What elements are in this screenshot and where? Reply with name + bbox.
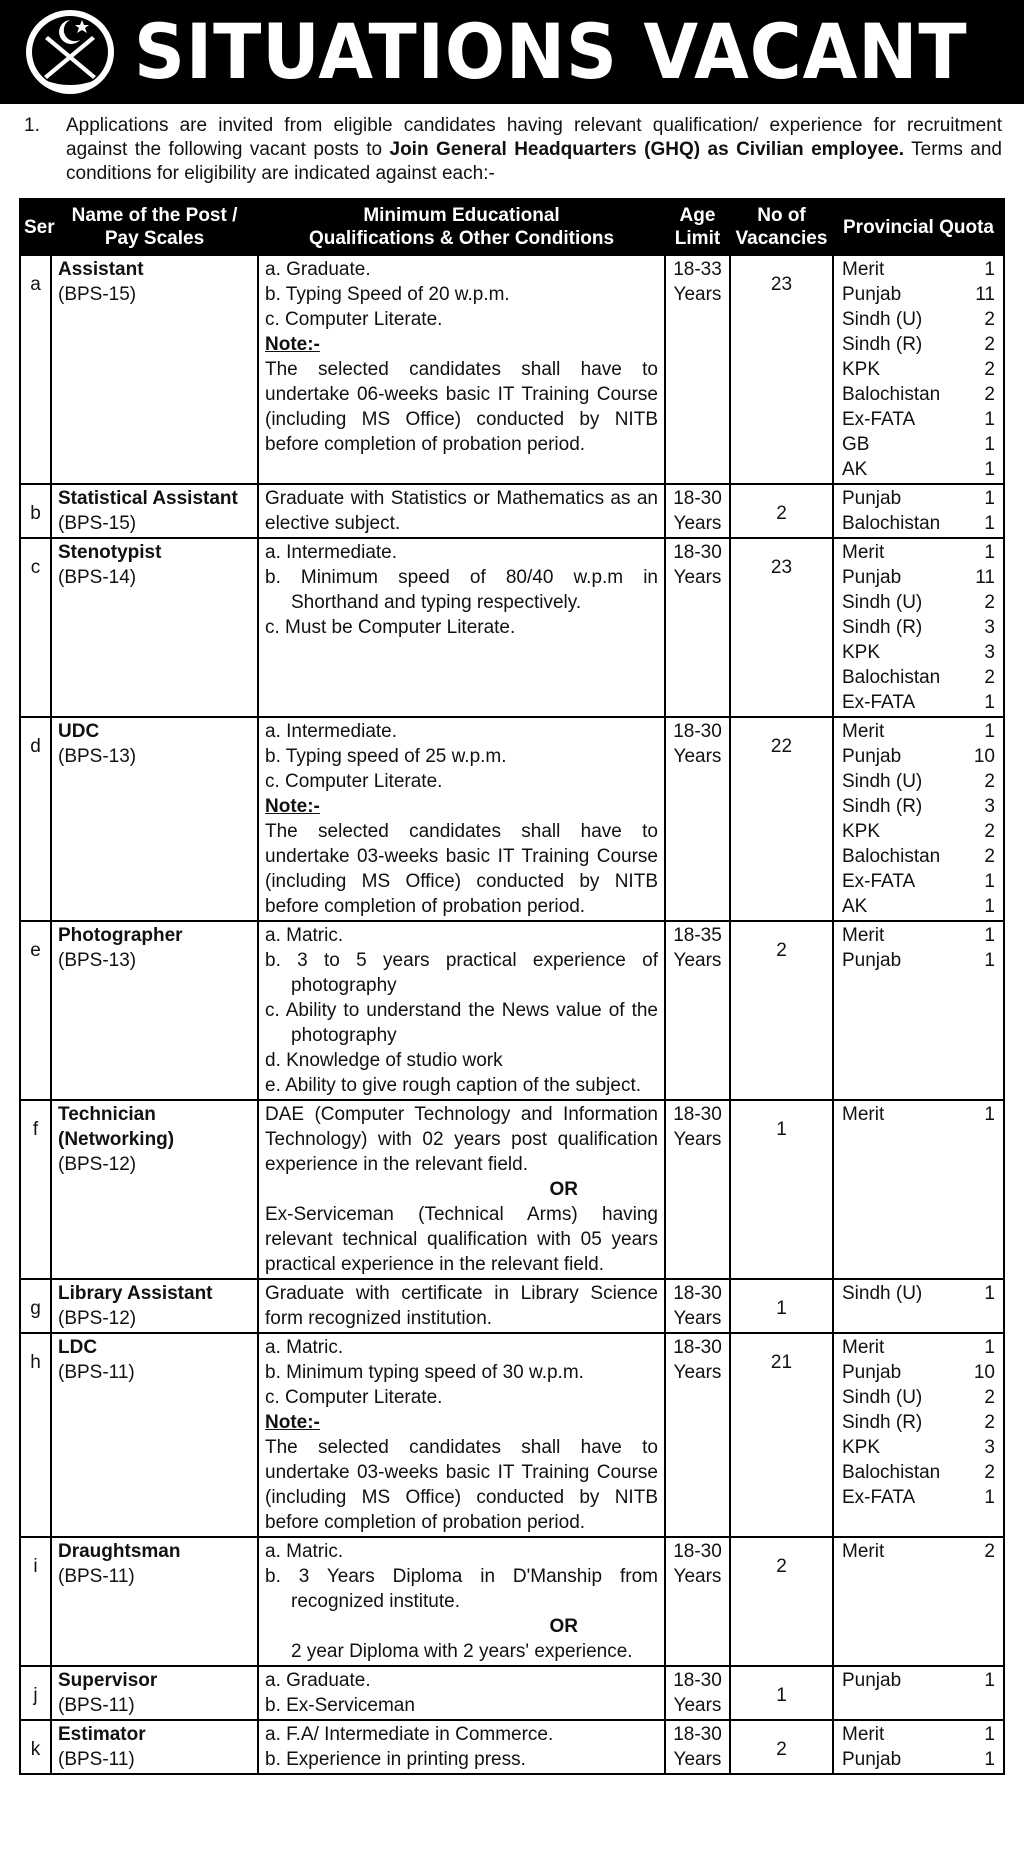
table-row	[20, 1279, 1004, 1333]
quota-entry	[842, 1485, 995, 1510]
quota-count: 3	[984, 617, 995, 638]
quota-count: 2	[984, 309, 995, 330]
table-row	[20, 1537, 1004, 1666]
quota-entry	[842, 844, 995, 869]
pay-scale: (BPS-11)	[58, 1566, 135, 1587]
qualification-item: 2 year Diploma with 2 years' experience.	[291, 1641, 633, 1662]
qualification-item: c. Computer Literate.	[265, 771, 443, 792]
quota-entry	[842, 690, 995, 715]
age-range: 18-33	[673, 259, 722, 280]
age-unit: Years	[673, 746, 722, 767]
row-ser: c	[20, 538, 51, 717]
quota-entry	[842, 257, 995, 282]
pay-scale: (BPS-12)	[58, 1308, 137, 1329]
quota-count: 1	[984, 409, 995, 430]
quota-entry	[842, 1435, 995, 1460]
qualification-item: a. Matric.	[265, 1337, 344, 1358]
qualification-item: c. Computer Literate.	[265, 309, 443, 330]
header-vacancies: No of Vacancies	[730, 199, 833, 255]
quota-entry	[842, 894, 995, 919]
age-unit: Years	[673, 1749, 722, 1770]
quota-entry	[842, 382, 995, 407]
quota-region: Sindh (U)	[842, 592, 923, 613]
row-qualification	[258, 1333, 665, 1537]
row-vacancies: 2	[730, 484, 833, 538]
quota-count: 2	[984, 1541, 995, 1562]
row-quota	[833, 1333, 1004, 1537]
row-ser: h	[20, 1333, 51, 1537]
pay-scale: (BPS-14)	[58, 567, 137, 588]
pay-scale: (BPS-15)	[58, 284, 137, 305]
row-age	[665, 921, 730, 1100]
quota-count: 11	[975, 567, 995, 588]
table-header-row	[20, 199, 1004, 255]
quota-count: 1	[984, 459, 995, 480]
age-unit: Years	[673, 567, 722, 588]
intro-text-bold: Join General Headquarters (GHQ) as Civilian employee.	[389, 139, 905, 160]
table-row	[20, 484, 1004, 538]
quota-count: 3	[984, 1437, 995, 1458]
age-range: 18-30	[673, 1541, 722, 1562]
table-row	[20, 1333, 1004, 1537]
quota-region: Sindh (R)	[842, 1412, 923, 1433]
quota-entry	[842, 332, 995, 357]
quota-count: 2	[984, 1387, 995, 1408]
qualification-item: b. Ex-Serviceman	[265, 1695, 415, 1716]
quota-count: 2	[984, 1412, 995, 1433]
quota-entry	[842, 819, 995, 844]
qualification-item: b. Typing Speed of 20 w.p.m.	[265, 284, 510, 305]
quota-entry	[842, 1460, 995, 1485]
quota-region: Sindh (U)	[842, 309, 923, 330]
row-post	[51, 1100, 258, 1279]
age-range: 18-30	[673, 1283, 722, 1304]
quota-entry	[842, 794, 995, 819]
quota-count: 2	[984, 771, 995, 792]
quota-entry	[842, 1668, 995, 1693]
qualification-item: b. Typing speed of 25 w.p.m.	[265, 746, 507, 767]
quota-region: Punjab	[842, 284, 902, 305]
row-quota	[833, 255, 1004, 484]
row-vacancies: 21	[730, 1333, 833, 1537]
quota-region: Punjab	[842, 746, 902, 767]
row-qualification	[258, 255, 665, 484]
age-unit: Years	[673, 1362, 722, 1383]
post-name: Draughtsman	[58, 1541, 181, 1562]
pay-scale: (BPS-11)	[58, 1749, 135, 1770]
row-qualification	[258, 1100, 665, 1279]
quota-entry	[842, 1385, 995, 1410]
age-range: 18-30	[673, 542, 722, 563]
row-age	[665, 538, 730, 717]
post-name: Technician (Networking)	[58, 1104, 175, 1150]
row-ser: i	[20, 1537, 51, 1666]
quota-count: 10	[973, 746, 995, 767]
quota-region: Merit	[842, 1337, 885, 1358]
row-post	[51, 484, 258, 538]
quota-count: 2	[984, 592, 995, 613]
quota-count: 2	[984, 821, 995, 842]
row-quota	[833, 1666, 1004, 1720]
quota-region: Punjab	[842, 1670, 902, 1691]
quota-entry	[842, 1539, 995, 1564]
quota-region: AK	[842, 459, 868, 480]
row-vacancies: 22	[730, 717, 833, 921]
post-name: Photographer	[58, 925, 183, 946]
vacancies-table	[19, 198, 1005, 1775]
quota-count: 1	[984, 871, 995, 892]
row-qualification	[258, 484, 665, 538]
quota-entry	[842, 719, 995, 744]
quota-entry	[842, 1281, 995, 1306]
quota-count: 1	[984, 925, 995, 946]
row-post	[51, 255, 258, 484]
row-age	[665, 1720, 730, 1774]
header-post: Name of the Post / Pay Scales	[51, 199, 258, 255]
qualification-item: e. Ability to give rough caption of the subject.	[265, 1075, 642, 1096]
or-label: OR	[549, 1616, 578, 1637]
age-range: 18-30	[673, 721, 722, 742]
table-row	[20, 1720, 1004, 1774]
row-age	[665, 1279, 730, 1333]
quota-region: Ex-FATA	[842, 1487, 916, 1508]
qualification-item: b. 3 Years Diploma in D'Manship from recognized institute.	[265, 1566, 658, 1612]
pay-scale: (BPS-13)	[58, 746, 137, 767]
quota-entry	[842, 457, 995, 482]
qualification-item: a. Matric.	[265, 925, 344, 946]
quota-count: 2	[984, 846, 995, 867]
quota-entry	[842, 307, 995, 332]
quota-count: 1	[984, 488, 995, 509]
row-quota	[833, 1279, 1004, 1333]
row-age	[665, 1537, 730, 1666]
quota-region: KPK	[842, 642, 881, 663]
quota-region: Sindh (U)	[842, 771, 923, 792]
quota-count: 1	[984, 1337, 995, 1358]
post-name: UDC	[58, 721, 100, 742]
quota-region: AK	[842, 896, 868, 917]
quota-count: 1	[984, 1724, 995, 1745]
quota-count: 1	[984, 1104, 995, 1125]
quota-entry	[842, 486, 995, 511]
quota-entry	[842, 1722, 995, 1747]
quota-count: 1	[984, 1283, 995, 1304]
quota-region: Sindh (U)	[842, 1387, 923, 1408]
banner	[0, 0, 1024, 104]
quota-count: 11	[975, 284, 995, 305]
quota-count: 1	[984, 1670, 995, 1691]
row-ser: e	[20, 921, 51, 1100]
quota-region: Ex-FATA	[842, 409, 916, 430]
quota-count: 1	[984, 542, 995, 563]
quota-region: Balochistan	[842, 667, 941, 688]
qualification-text: DAE (Computer Technology and Information Technology) with 02 years post qualification experience in the relevant field.	[265, 1104, 658, 1175]
quota-count: 3	[984, 642, 995, 663]
row-age	[665, 717, 730, 921]
quota-count: 1	[984, 513, 995, 534]
row-post	[51, 1279, 258, 1333]
age-unit: Years	[673, 950, 722, 971]
row-quota	[833, 1537, 1004, 1666]
note-label: Note:-	[265, 334, 320, 355]
age-unit: Years	[673, 284, 722, 305]
quota-region: Merit	[842, 1541, 885, 1562]
table-row	[20, 255, 1004, 484]
quota-count: 1	[984, 1487, 995, 1508]
post-name: LDC	[58, 1337, 98, 1358]
quota-region: Sindh (R)	[842, 617, 923, 638]
quota-count: 1	[984, 1749, 995, 1770]
intro-text-before: Applications are invited from eligible candidates having relevant qualification/ experience for recruitment against the following vacant posts to	[66, 115, 1002, 160]
qualification-item: b. Minimum speed of 80/40 w.p.m in Shorthand and typing respectively.	[265, 567, 658, 613]
quota-entry	[842, 590, 995, 615]
header-age: Age Limit	[665, 199, 730, 255]
row-post	[51, 538, 258, 717]
row-quota	[833, 484, 1004, 538]
row-qualification	[258, 538, 665, 717]
row-quota	[833, 1720, 1004, 1774]
quota-region: Merit	[842, 721, 885, 742]
note-label: Note:-	[265, 1412, 320, 1433]
header-quota: Provincial Quota	[833, 199, 1004, 255]
quota-region: Sindh (R)	[842, 334, 923, 355]
qualification-item: c. Computer Literate.	[265, 1387, 443, 1408]
row-post	[51, 717, 258, 921]
or-label: OR	[549, 1179, 578, 1200]
qualification-text: Graduate with certificate in Library Science form recognized institution.	[265, 1283, 658, 1329]
age-unit: Years	[673, 513, 722, 534]
qualification-item: a. Intermediate.	[265, 542, 398, 563]
table-row	[20, 921, 1004, 1100]
quota-count: 3	[984, 796, 995, 817]
age-range: 18-35	[673, 925, 722, 946]
post-name: Statistical Assistant	[58, 488, 238, 509]
row-ser: d	[20, 717, 51, 921]
table-row	[20, 1100, 1004, 1279]
quota-region: Sindh (U)	[842, 1283, 923, 1304]
qualification-item: a. Matric.	[265, 1541, 344, 1562]
quota-count: 2	[984, 359, 995, 380]
qualification-item: a. Intermediate.	[265, 721, 398, 742]
quota-region: Merit	[842, 925, 885, 946]
row-quota	[833, 921, 1004, 1100]
quota-region: Sindh (R)	[842, 796, 923, 817]
quota-entry	[842, 407, 995, 432]
quota-region: Balochistan	[842, 384, 941, 405]
row-quota	[833, 538, 1004, 717]
quota-count: 1	[984, 721, 995, 742]
row-ser: j	[20, 1666, 51, 1720]
quota-entry	[842, 540, 995, 565]
post-name: Supervisor	[58, 1670, 158, 1691]
row-vacancies: 1	[730, 1100, 833, 1279]
row-post	[51, 1333, 258, 1537]
quota-entry	[842, 640, 995, 665]
quota-count: 2	[984, 667, 995, 688]
row-qualification	[258, 1279, 665, 1333]
quota-count: 2	[984, 384, 995, 405]
intro-text	[66, 114, 1002, 186]
row-vacancies: 23	[730, 255, 833, 484]
quota-entry	[842, 744, 995, 769]
quota-region: Punjab	[842, 567, 902, 588]
quota-entry	[842, 1360, 995, 1385]
post-name: Library Assistant	[58, 1283, 213, 1304]
quota-entry	[842, 1335, 995, 1360]
quota-entry	[842, 665, 995, 690]
quota-region: KPK	[842, 1437, 881, 1458]
post-name: Estimator	[58, 1724, 146, 1745]
age-range: 18-30	[673, 1337, 722, 1358]
row-ser: b	[20, 484, 51, 538]
header-ser: Ser	[20, 199, 51, 255]
age-unit: Years	[673, 1695, 722, 1716]
age-unit: Years	[673, 1308, 722, 1329]
row-age	[665, 1666, 730, 1720]
quota-count: 10	[973, 1362, 995, 1383]
row-quota	[833, 717, 1004, 921]
row-vacancies: 1	[730, 1279, 833, 1333]
qualification-item: b. Minimum typing speed of 30 w.p.m.	[265, 1362, 584, 1383]
quota-region: Punjab	[842, 1362, 902, 1383]
quota-region: Punjab	[842, 950, 902, 971]
pay-scale: (BPS-15)	[58, 513, 137, 534]
quota-count: 1	[984, 692, 995, 713]
row-vacancies: 1	[730, 1666, 833, 1720]
row-age	[665, 484, 730, 538]
row-qualification	[258, 1666, 665, 1720]
quota-region: Ex-FATA	[842, 871, 916, 892]
quota-entry	[842, 432, 995, 457]
table-row	[20, 1666, 1004, 1720]
age-unit: Years	[673, 1129, 722, 1150]
row-vacancies: 2	[730, 1537, 833, 1666]
qualification-item: a. F.A/ Intermediate in Commerce.	[265, 1724, 554, 1745]
row-qualification	[258, 921, 665, 1100]
table-row	[20, 717, 1004, 921]
row-vacancies: 2	[730, 1720, 833, 1774]
row-qualification	[258, 1720, 665, 1774]
pay-scale: (BPS-12)	[58, 1154, 137, 1175]
qualification-item: a. Graduate.	[265, 259, 371, 280]
qualification-item: d. Knowledge of studio work	[265, 1050, 503, 1071]
quota-entry	[842, 869, 995, 894]
qualification-text: Ex-Serviceman (Technical Arms) having relevant technical qualification with 05 years practical experience in the relevant field.	[265, 1204, 658, 1275]
quota-count: 1	[984, 896, 995, 917]
age-unit: Years	[673, 1566, 722, 1587]
row-qualification	[258, 717, 665, 921]
row-age	[665, 255, 730, 484]
table-row	[20, 538, 1004, 717]
intro-number: 1.	[24, 115, 40, 136]
note-text: The selected candidates shall have to undertake 06-weeks basic IT Training Course (including MS Office) conducted by NITB before completion of probation period.	[265, 359, 658, 455]
row-ser: f	[20, 1100, 51, 1279]
age-range: 18-30	[673, 488, 722, 509]
quota-entry	[842, 1102, 995, 1127]
quota-region: Balochistan	[842, 1462, 941, 1483]
quota-entry	[842, 923, 995, 948]
header-qualification: Minimum Educational Qualifications & Other Conditions	[258, 199, 665, 255]
row-post	[51, 1666, 258, 1720]
pay-scale: (BPS-13)	[58, 950, 137, 971]
quota-entry	[842, 511, 995, 536]
quota-count: 2	[984, 334, 995, 355]
quota-region: Punjab	[842, 488, 902, 509]
quota-region: Merit	[842, 1724, 885, 1745]
row-post	[51, 1720, 258, 1774]
quota-region: Punjab	[842, 1749, 902, 1770]
row-vacancies: 23	[730, 538, 833, 717]
row-age	[665, 1333, 730, 1537]
qualification-item: b. Experience in printing press.	[265, 1749, 526, 1770]
qualification-item: b. 3 to 5 years practical experience of photography	[265, 950, 658, 996]
qualification-item: a. Graduate.	[265, 1670, 371, 1691]
post-name: Stenotypist	[58, 542, 162, 563]
qualification-item: c. Must be Computer Literate.	[265, 617, 516, 638]
quota-region: Merit	[842, 542, 885, 563]
note-text: The selected candidates shall have to undertake 03-weeks basic IT Training Course (including MS Office) conducted by NITB before completion of probation period.	[265, 821, 658, 917]
quota-region: KPK	[842, 359, 881, 380]
note-label: Note:-	[265, 796, 320, 817]
row-post	[51, 1537, 258, 1666]
quota-entry	[842, 615, 995, 640]
pay-scale: (BPS-11)	[58, 1362, 135, 1383]
note-text: The selected candidates shall have to undertake 03-weeks basic IT Training Course (including MS Office) conducted by NITB before completion of probation period.	[265, 1437, 658, 1533]
row-post	[51, 921, 258, 1100]
row-qualification	[258, 1537, 665, 1666]
quota-entry	[842, 1747, 995, 1772]
quota-region: Ex-FATA	[842, 692, 916, 713]
quota-count: 2	[984, 1462, 995, 1483]
quota-entry	[842, 282, 995, 307]
quota-region: Merit	[842, 1104, 885, 1125]
quota-entry	[842, 565, 995, 590]
row-quota	[833, 1100, 1004, 1279]
post-name: Assistant	[58, 259, 144, 280]
row-ser: k	[20, 1720, 51, 1774]
intro-paragraph	[0, 104, 1024, 198]
quota-entry	[842, 948, 995, 973]
qualification-text: Graduate with Statistics or Mathematics as an elective subject.	[265, 488, 658, 534]
row-age	[665, 1100, 730, 1279]
quota-region: GB	[842, 434, 870, 455]
qualification-item: c. Ability to understand the News value of the photography	[265, 1000, 658, 1046]
page-title: SITUATIONS VACANT	[134, 7, 968, 96]
army-emblem-icon	[22, 6, 118, 98]
age-range: 18-30	[673, 1104, 722, 1125]
quota-region: KPK	[842, 821, 881, 842]
intro-text-after: Terms and conditions for eligibility are indicated against each:-	[66, 139, 1002, 184]
quota-count: 1	[984, 434, 995, 455]
age-range: 18-30	[673, 1724, 722, 1745]
age-range: 18-30	[673, 1670, 722, 1691]
row-ser: g	[20, 1279, 51, 1333]
quota-count: 1	[984, 950, 995, 971]
row-ser: a	[20, 255, 51, 484]
quota-region: Merit	[842, 259, 885, 280]
quota-count: 1	[984, 259, 995, 280]
quota-entry	[842, 357, 995, 382]
quota-region: Balochistan	[842, 846, 941, 867]
pay-scale: (BPS-11)	[58, 1695, 135, 1716]
row-vacancies: 2	[730, 921, 833, 1100]
quota-region: Balochistan	[842, 513, 941, 534]
quota-entry	[842, 1410, 995, 1435]
quota-entry	[842, 769, 995, 794]
